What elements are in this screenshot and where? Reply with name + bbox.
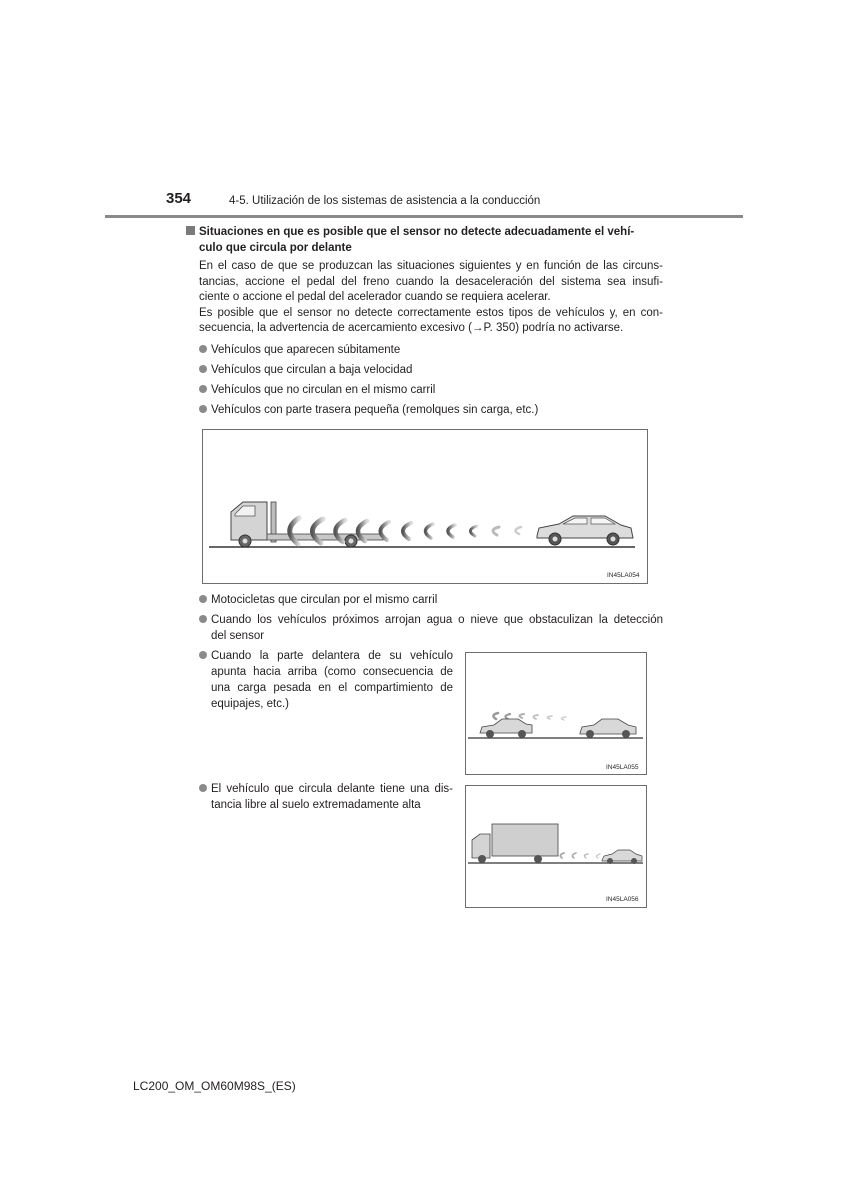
footer-document-code: LC200_OM_OM60M98S_(ES) bbox=[133, 1079, 296, 1093]
list-item-text: Vehículos que aparecen súbitamente bbox=[211, 344, 401, 356]
list-item-text: Vehículos que no circulan en el mismo carril bbox=[211, 384, 436, 396]
list-item-text: Vehículos que circulan a baja velocidad bbox=[211, 364, 413, 376]
intro-paragraph bbox=[199, 259, 663, 337]
list-item bbox=[199, 592, 437, 608]
bullet-dot-icon bbox=[199, 651, 207, 659]
list-item-text: Cuando los vehículos próximos arrojan agua o nieve que obstaculizan la detección bbox=[211, 614, 663, 626]
list-item bbox=[199, 612, 663, 644]
bullet-dot-icon bbox=[199, 595, 207, 603]
list-item-text: una carga pesada en el compartimiento de bbox=[211, 682, 453, 694]
list-item bbox=[199, 382, 435, 398]
list-item-text: Cuando la parte delantera de su vehículo bbox=[211, 650, 453, 662]
intro-line: secuencia, la advertencia de acercamiento excesivo (→P. 350) podría no activarse. bbox=[199, 322, 624, 334]
list-item bbox=[199, 781, 453, 813]
subsection-heading bbox=[186, 224, 666, 256]
high-clearance-truck-illustration bbox=[466, 786, 646, 907]
header-rule bbox=[105, 215, 743, 218]
list-item-text: del sensor bbox=[211, 630, 265, 642]
bullet-dot-icon bbox=[199, 385, 207, 393]
list-item bbox=[199, 402, 538, 418]
bullet-dot-icon bbox=[199, 405, 207, 413]
bullet-dot-icon bbox=[199, 365, 207, 373]
list-item-text: El vehículo que circula delante tiene una dis- bbox=[211, 783, 453, 795]
page-number: 354 bbox=[166, 190, 192, 207]
list-item bbox=[199, 342, 400, 358]
list-item bbox=[199, 648, 453, 712]
intro-line: ciente o accione el pedal del acelerador cuando se requiera acelerar. bbox=[199, 291, 551, 303]
section-title: 4-5. Utilización de los sistemas de asistencia a la conducción bbox=[229, 195, 541, 207]
figure-high-clearance bbox=[465, 785, 647, 908]
list-item bbox=[199, 362, 412, 378]
figure-code: IN45LA055 bbox=[606, 764, 639, 771]
figure-empty-trailer bbox=[202, 429, 648, 584]
figure-code: IN45LA054 bbox=[607, 572, 640, 579]
bullet-dot-icon bbox=[199, 615, 207, 623]
bullet-dot-icon bbox=[199, 345, 207, 353]
list-item-text: Motocicletas que circulan por el mismo carril bbox=[211, 594, 438, 606]
truck-with-empty-trailer-illustration bbox=[203, 430, 647, 583]
nose-up-vehicle-illustration bbox=[466, 653, 646, 774]
square-bullet-icon bbox=[186, 226, 195, 235]
heading-line-2: culo que circula por delante bbox=[199, 242, 352, 254]
heading-line-1: Situaciones en que es posible que el sensor no detecte adecuadamente el vehí- bbox=[199, 226, 635, 238]
list-item-text: Vehículos con parte trasera pequeña (remolques sin carga, etc.) bbox=[211, 404, 539, 416]
intro-line: tancias, accione el pedal del freno cuando la desaceleración del sistema sea insufi- bbox=[199, 275, 663, 288]
intro-line: Es posible que el sensor no detecte correctamente estos tipos de vehículos y, en con- bbox=[199, 306, 663, 319]
bullet-dot-icon bbox=[199, 784, 207, 792]
figure-nose-up bbox=[465, 652, 647, 775]
list-item-text: tancia libre al suelo extremadamente alta bbox=[211, 799, 421, 811]
list-item-text: equipajes, etc.) bbox=[211, 698, 289, 710]
intro-line: En el caso de que se produzcan las situaciones siguientes y en función de las circuns- bbox=[199, 260, 663, 272]
figure-code: IN45LA056 bbox=[606, 896, 639, 903]
list-item-text: apunta hacia arriba (como consecuencia de bbox=[211, 666, 453, 678]
